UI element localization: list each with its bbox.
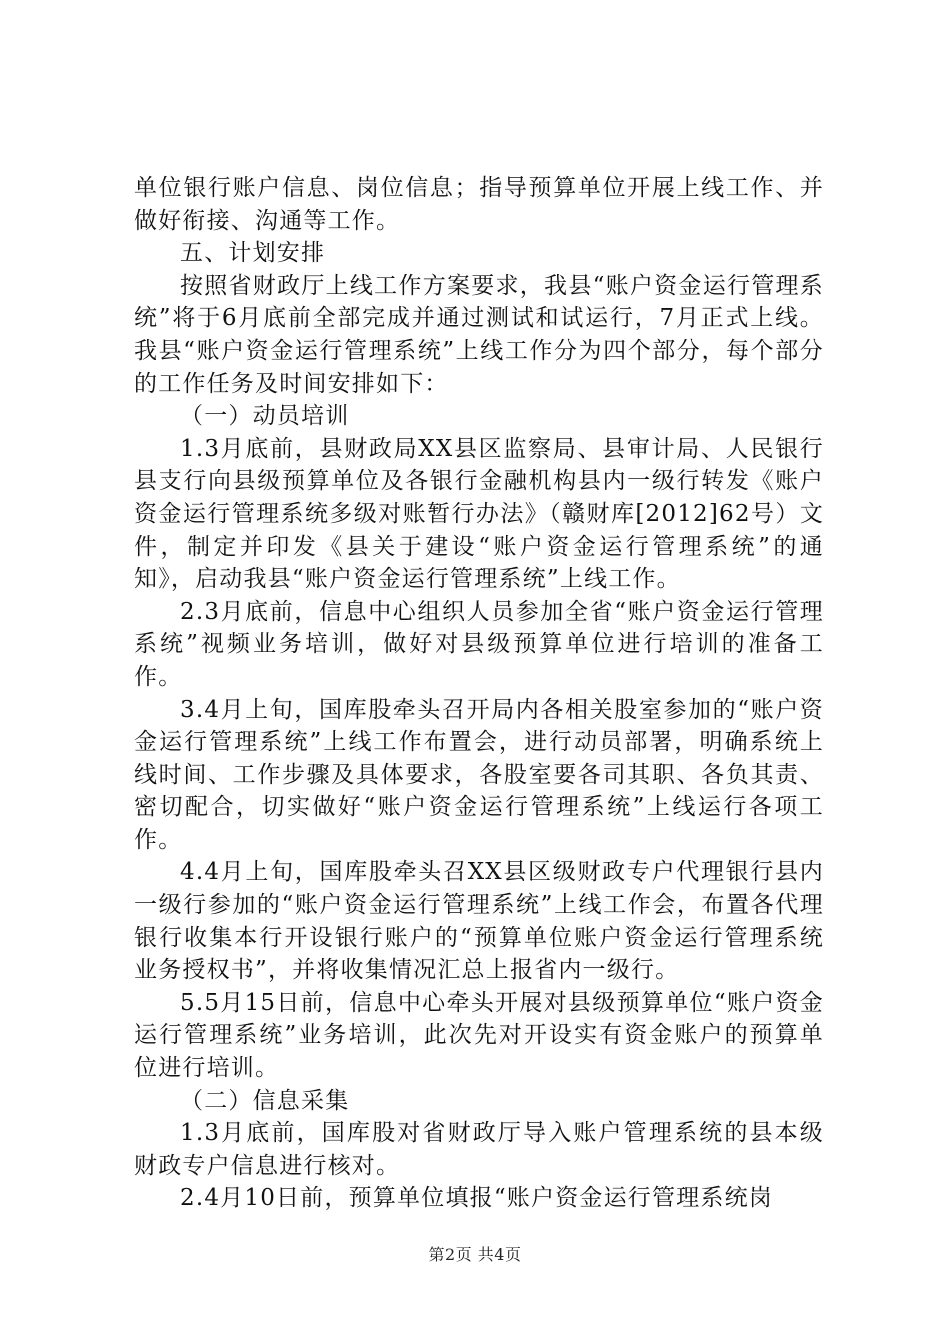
paragraph: 3.4月上旬，国库股牵头召开局内各相关股室参加的“账户资金运行管理系统”上线工作布置会，进行动员部署，明确系统上线时间、工作步骤及具体要求，各股室要各司其职、各负其责、密切配合，切实做好“账户资金运行管理系统”上线运行各项工作。 — [134, 696, 824, 853]
document-body — [134, 172, 824, 1215]
paragraph: 2.4月10日前，预算单位填报“账户资金运行管理系统岗 — [180, 1185, 774, 1212]
paragraph: 5.5月15日前，信息中心牵头开展对县级预算单位“账户资金运行管理系统”业务培训，此次先对开设实有资金账户的预算单位进行培训。 — [134, 989, 824, 1082]
paragraph: 1.3月底前，国库股对省财政厅导入账户管理系统的县本级财政专户信息进行核对。 — [134, 1120, 824, 1179]
paragraph: 按照省财政厅上线工作方案要求，我县“账户资金运行管理系统”将于6月底前全部完成并通过测试和试运行，7月正式上线。我县“账户资金运行管理系统”上线工作分为四个部分，每个部分的工作任务及时间安排如下： — [134, 272, 824, 397]
paragraph: 单位银行账户信息、岗位信息；指导预算单位开展上线工作、并做好衔接、沟通等工作。 — [134, 175, 824, 234]
paragraph: 1.3月底前，县财政局XX县区监察局、县审计局、人民银行县支行向县级预算单位及各银行金融机构县内一级行转发《账户资金运行管理系统多级对账暂行办法》（赣财库[2012]62号）文件，制定并印发《县关于建设“账户资金运行管理系统”的通知》，启动我县“账户资金运行管理系统”上线工作。 — [134, 435, 824, 593]
paragraph: 2.3月底前，信息中心组织人员参加全省“账户资金运行管理系统”视频业务培训，做好对县级预算单位进行培训的准备工作。 — [134, 598, 824, 690]
subsection-heading: （一）动员培训 — [180, 403, 350, 430]
section-heading: 五、计划安排 — [180, 240, 326, 267]
subsection-heading: （二）信息采集 — [180, 1087, 350, 1114]
page-number-footer: 第2页 共4页 — [428, 1245, 522, 1264]
paragraph: 4.4月上旬，国库股牵头召XX县区级财政专户代理银行县内一级行参加的“账户资金运行管理系统”上线工作会，布置各代理银行收集本行开设银行账户的“预算单位账户资金运行管理系统业务授权书”，并将收集情况汇总上报省内一级行。 — [134, 859, 824, 984]
